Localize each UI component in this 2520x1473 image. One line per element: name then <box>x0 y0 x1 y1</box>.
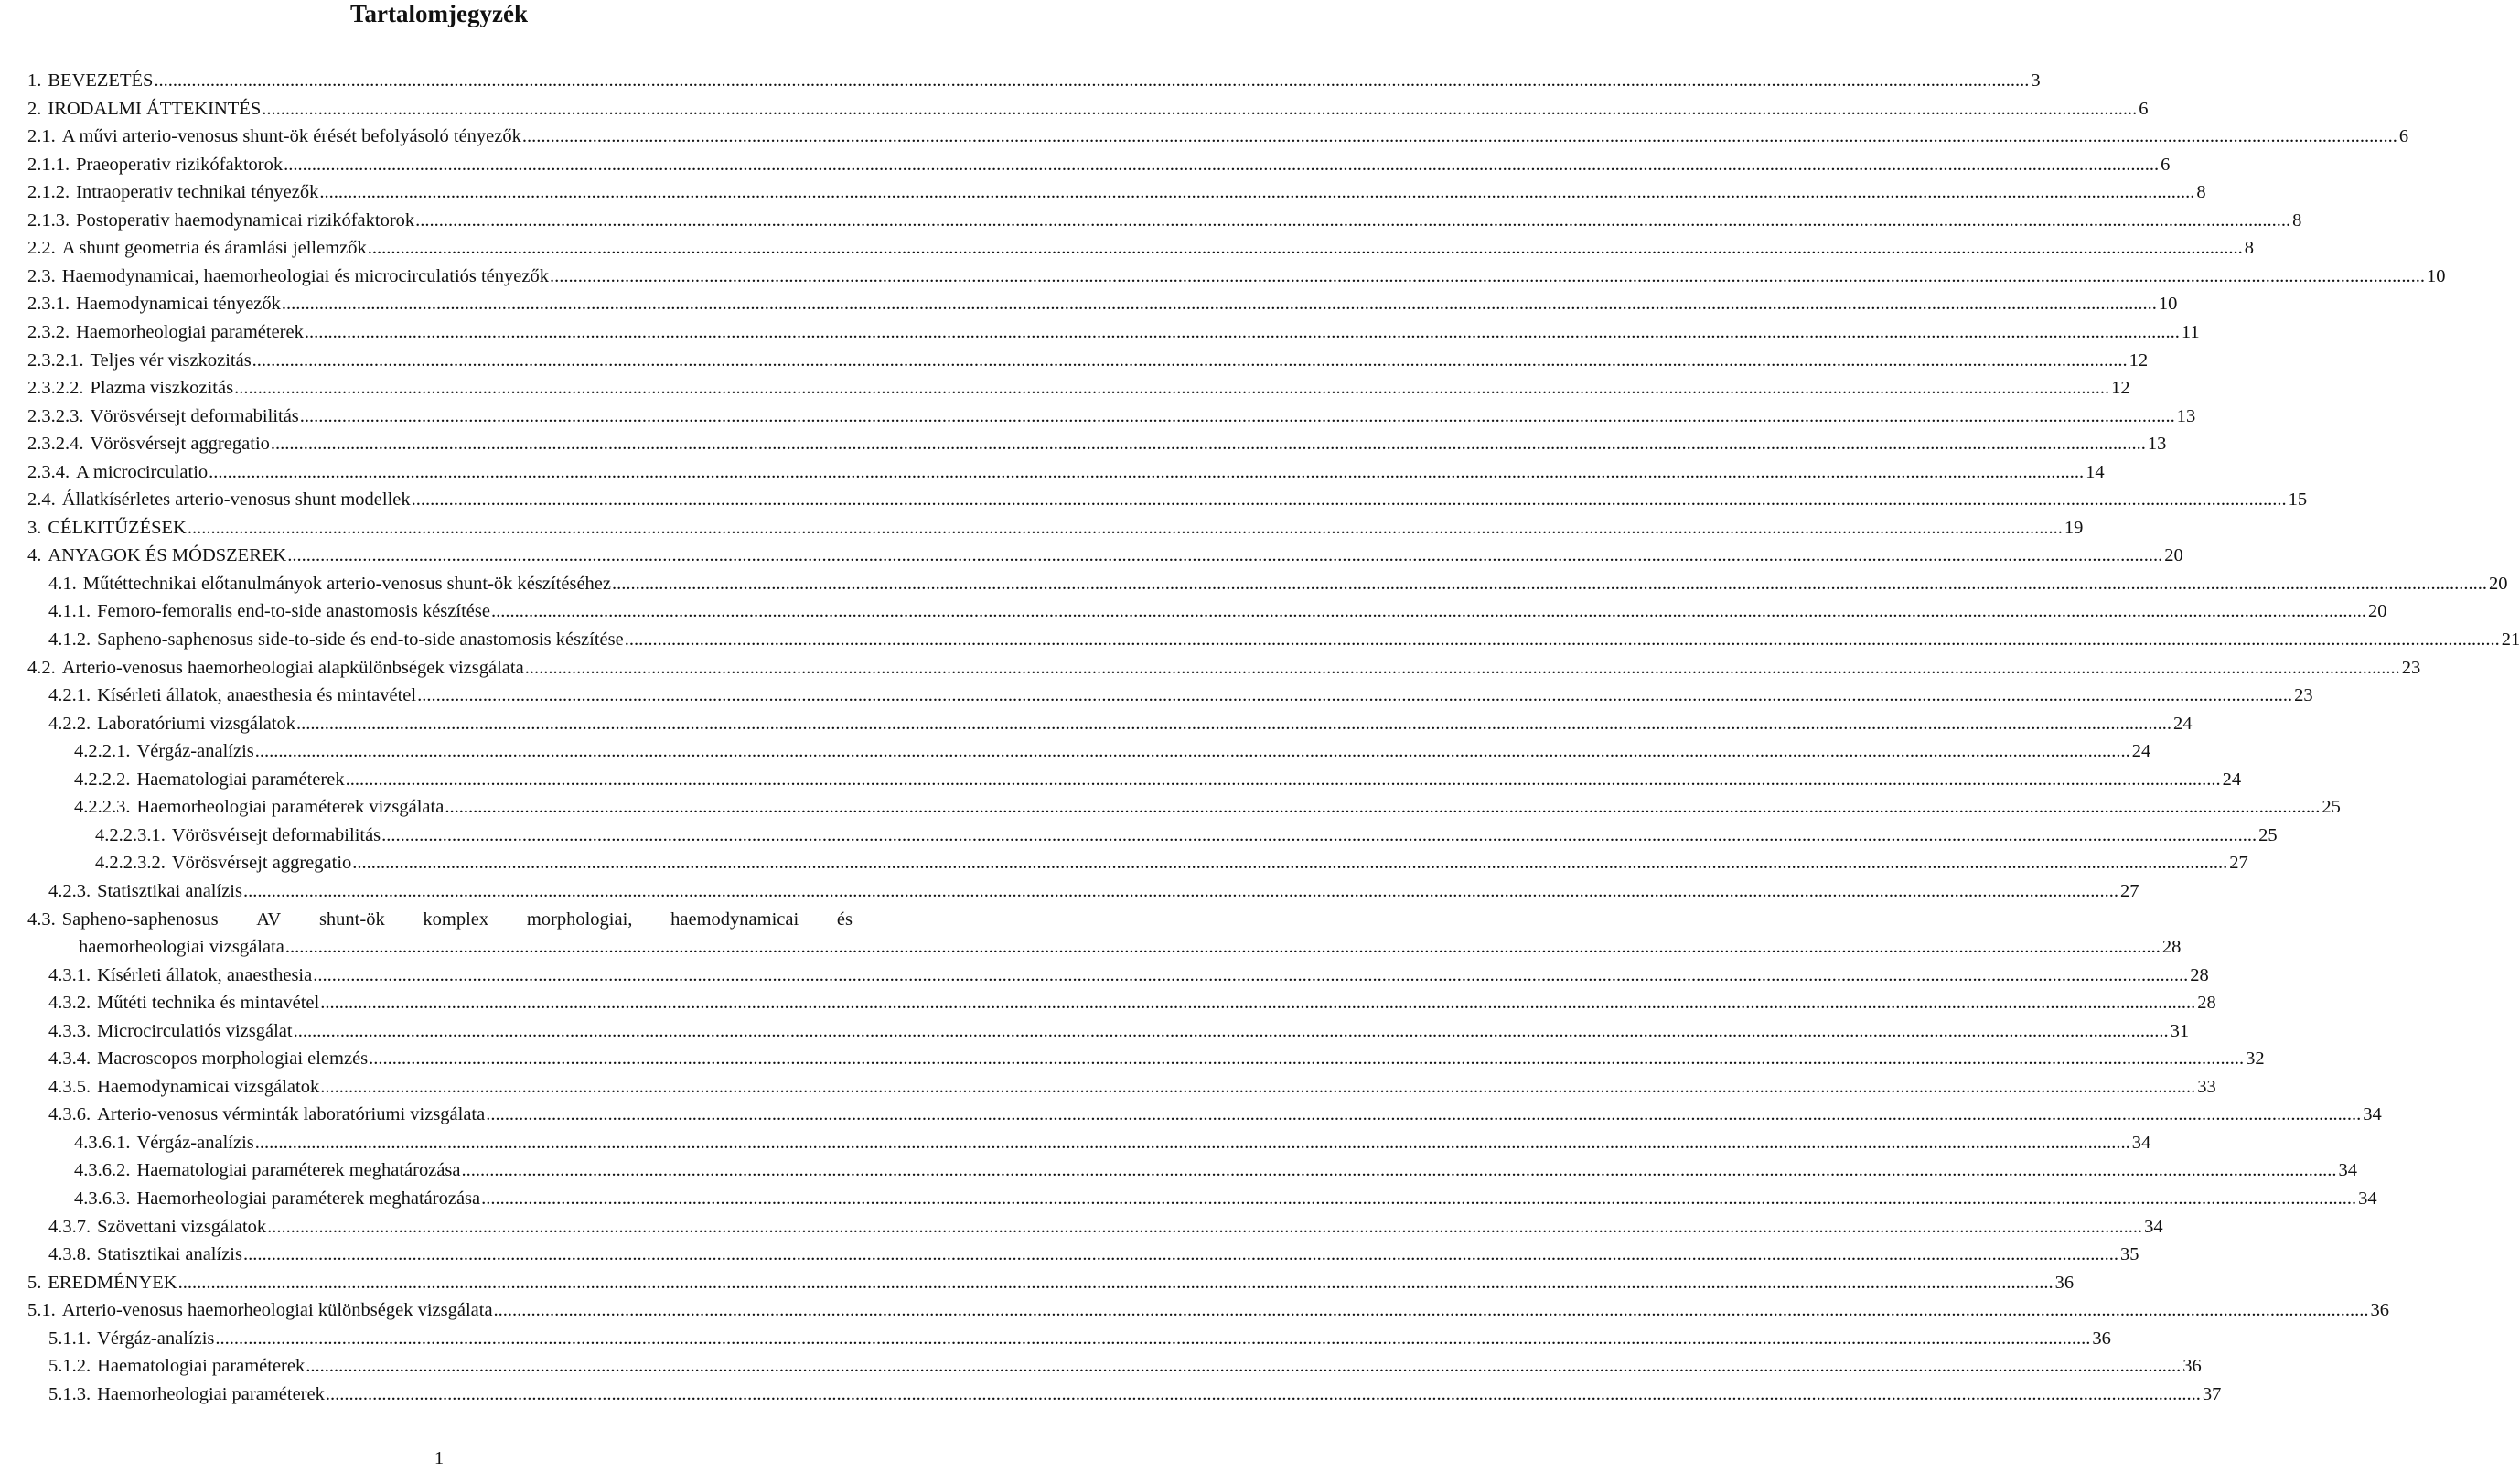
toc-entry-title: Sapheno-saphenosus side-to-side és end-to-side anastomosis készítése <box>97 629 624 650</box>
dot-leader: ................................................................................................................................................................................................................................................................................................................................................................................................................ <box>306 1356 2182 1377</box>
toc-entry[interactable] <box>48 992 2216 1014</box>
toc-entry[interactable] <box>74 1132 2151 1154</box>
toc-entry[interactable] <box>48 629 2520 650</box>
toc-entry-page: 34 <box>2131 1132 2151 1153</box>
toc-entry-page: 8 <box>2196 182 2206 203</box>
toc-entry-number: 4.3.3. <box>48 1020 91 1041</box>
toc-entry-page: 33 <box>2197 1076 2216 1097</box>
toc-entry-number: 2.3.2.1. <box>27 349 84 371</box>
toc-entry-number: 4.3.6.2. <box>74 1160 131 1181</box>
toc-entry-page: 23 <box>2294 685 2313 706</box>
toc-entry[interactable] <box>27 98 2149 120</box>
toc-entry-page: 36 <box>2370 1300 2390 1321</box>
dot-leader: ................................................................................................................................................................................................................................................................................................................................................................................................................ <box>481 1188 2357 1209</box>
toc-entry-number: 4.3.6. <box>48 1104 91 1125</box>
toc-entry-title: Vérgáz-analízis <box>136 741 254 762</box>
toc-entry[interactable] <box>74 769 2242 790</box>
toc-entry[interactable] <box>48 964 2209 986</box>
dot-leader: ................................................................................................................................................................................................................................................................................................................................................................................................................ <box>262 98 2138 119</box>
toc-entry-number: 5.1.2. <box>48 1356 91 1377</box>
toc-entry[interactable] <box>79 936 2182 958</box>
dot-leader: ................................................................................................................................................................................................................................................................................................................................................................................................................ <box>417 685 2293 706</box>
toc-entry-page: 12 <box>2129 349 2149 371</box>
toc-entry-number: 5.1.3. <box>48 1383 91 1404</box>
toc-entry[interactable] <box>48 1383 2222 1405</box>
toc-entry-number: 2. <box>27 98 42 119</box>
toc-entry-page: 20 <box>2367 601 2387 622</box>
toc-entry-title: Praeoperativ rizikófaktorok <box>76 154 284 175</box>
dot-leader: ................................................................................................................................................................................................................................................................................................................................................................................................................ <box>319 182 2195 203</box>
dot-leader: ................................................................................................................................................................................................................................................................................................................................................................................................................ <box>154 70 2030 91</box>
toc-entry-page: 34 <box>2363 1104 2382 1125</box>
toc-entry-title: Arterio-venosus haemorheologiai különbségek vizsgálata <box>61 1300 493 1321</box>
toc-entry-title: Vérgáz-analízis <box>97 1328 215 1349</box>
dot-leader: ................................................................................................................................................................................................................................................................................................................................................................................................................ <box>381 824 2257 845</box>
toc-entry-page: 27 <box>2229 853 2248 874</box>
toc-entry[interactable] <box>48 880 2139 902</box>
toc-entry[interactable] <box>27 433 2167 455</box>
dot-leader: ................................................................................................................................................................................................................................................................................................................................................................................................................ <box>524 657 2400 678</box>
toc-entry-page: 20 <box>2489 573 2508 594</box>
toc-entry-page: 32 <box>2246 1048 2265 1070</box>
dot-leader: ................................................................................................................................................................................................................................................................................................................................................................................................................ <box>187 517 2063 538</box>
toc-entry-page: 23 <box>2401 657 2421 678</box>
toc-entry-title: haemorheologiai vizsgálata <box>79 937 284 958</box>
toc-entry[interactable] <box>27 461 2105 483</box>
toc-entry[interactable] <box>27 265 2446 287</box>
toc-entry-number: 5.1.1. <box>48 1328 91 1349</box>
toc-entry[interactable] <box>27 349 2149 371</box>
dot-leader: ................................................................................................................................................................................................................................................................................................................................................................................................................ <box>254 741 2130 762</box>
dot-leader: ................................................................................................................................................................................................................................................................................................................................................................................................................ <box>304 321 2180 342</box>
toc-entry-title: A shunt geometria és áramlási jellemzők <box>61 238 367 259</box>
toc-entry-title: Haemorheologiai paraméterek meghatározása <box>136 1188 481 1209</box>
toc-entry-number: 2.3.2.3. <box>27 405 84 426</box>
dot-leader: ................................................................................................................................................................................................................................................................................................................................................................................................................ <box>215 1328 2091 1349</box>
toc-entry-page: 11 <box>2181 321 2200 342</box>
toc-entry-number: 4.2.1. <box>48 685 91 706</box>
toc-entry-number: 2.1.1. <box>27 154 70 175</box>
toc-entry-title: Haemodynamicai, haemorheologiai és microcirculatiós tényezők <box>61 265 549 286</box>
dot-leader: ................................................................................................................................................................................................................................................................................................................................................................................................................ <box>367 238 2243 259</box>
toc-entry-title: BEVEZETÉS <box>48 70 154 91</box>
dot-leader: ................................................................................................................................................................................................................................................................................................................................................................................................................ <box>411 489 2287 511</box>
dot-leader: ................................................................................................................................................................................................................................................................................................................................................................................................................ <box>254 1132 2130 1153</box>
toc-entry[interactable] <box>48 1216 2163 1238</box>
toc-entry-number: 2.3. <box>27 265 56 286</box>
toc-entry-number: 2.4. <box>27 489 56 511</box>
toc-entry[interactable] <box>27 517 2084 539</box>
toc-entry-title: Postoperativ haemodynamicai rizikófaktorok <box>76 210 415 231</box>
toc-entry-title: Kísérleti állatok, anaesthesia és mintavétel <box>97 685 417 706</box>
dot-leader: ................................................................................................................................................................................................................................................................................................................................................................................................................ <box>490 601 2366 622</box>
dot-leader: ................................................................................................................................................................................................................................................................................................................................................................................................................ <box>234 378 2110 399</box>
toc-entry-title: Macroscopos morphologiai elemzés <box>97 1048 369 1070</box>
toc-entry-page: 10 <box>2426 265 2446 286</box>
dot-leader: ................................................................................................................................................................................................................................................................................................................................................................................................................ <box>320 1076 2196 1097</box>
toc-entry[interactable] <box>27 1299 2390 1321</box>
toc-entry-title: Statisztikai analízis <box>97 1244 242 1265</box>
toc-entry[interactable] <box>27 210 2302 231</box>
toc-entry-title: Szövettani vizsgálatok <box>97 1216 267 1237</box>
toc-entry-number: 4.2.2. <box>48 713 91 734</box>
page-title: Tartalomjegyzék <box>350 0 528 27</box>
toc-entry[interactable] <box>74 1188 2377 1210</box>
toc-entry-page: 14 <box>2086 461 2105 482</box>
toc-entry-page: 15 <box>2288 489 2308 511</box>
toc-entry-page: 36 <box>2054 1272 2075 1293</box>
dot-leader: ................................................................................................................................................................................................................................................................................................................................................................................................................ <box>345 769 2221 790</box>
toc-entry-page: 25 <box>2258 824 2278 845</box>
toc-entry[interactable] <box>27 489 2308 511</box>
toc-entry-title: A művi arterio-venosus shunt-ök érését befolyásoló tényezők <box>61 126 521 147</box>
toc-entry-page: 21 <box>2501 629 2520 650</box>
toc-entry[interactable] <box>27 657 2421 679</box>
toc-entry[interactable] <box>48 1355 2202 1377</box>
toc-entry-title: Vérgáz-analízis <box>136 1132 254 1153</box>
toc-entry-title: IRODALMI ÁTTEKINTÉS <box>48 98 262 119</box>
toc-entry-number: 4.2.2.2. <box>74 769 131 790</box>
dot-leader: ................................................................................................................................................................................................................................................................................................................................................................................................................ <box>493 1300 2369 1321</box>
toc-entry-number: 2.1.3. <box>27 210 70 231</box>
toc-entry-page: 36 <box>2182 1356 2202 1377</box>
toc-entry-number: 4.3.6.3. <box>74 1188 131 1209</box>
toc-entry-page: 31 <box>2170 1020 2190 1041</box>
toc-entry-number: 4.3.6.1. <box>74 1132 131 1153</box>
toc-entry[interactable] <box>27 544 2183 566</box>
dot-leader: ................................................................................................................................................................................................................................................................................................................................................................................................................ <box>369 1048 2245 1070</box>
toc-entry[interactable] <box>27 405 2196 427</box>
toc-entry-title: Laboratóriumi vizsgálatok <box>97 713 296 734</box>
toc-entry-title: Haematologiai paraméterek <box>136 769 345 790</box>
toc-entry-title: Vörösvérsejt aggregatio <box>171 853 352 874</box>
toc-entry-number: 4.2.2.3. <box>74 797 131 818</box>
dot-leader: ................................................................................................................................................................................................................................................................................................................................................................................................................ <box>612 573 2487 594</box>
toc-entry-page: 37 <box>2202 1383 2222 1404</box>
toc-entry[interactable] <box>27 181 2206 203</box>
toc-entry-title: ANYAGOK ÉS MÓDSZEREK <box>48 545 287 566</box>
toc-entry-title: Microcirculatiós vizsgálat <box>97 1020 293 1041</box>
dot-leader: ................................................................................................................................................................................................................................................................................................................................................................................................................ <box>296 713 2172 734</box>
toc-entry-page: 24 <box>2173 713 2193 734</box>
toc-entry-number: 4.1.1. <box>48 601 91 622</box>
toc-entry-number: 2.3.1. <box>27 294 70 315</box>
toc-entry-number: 4. <box>27 545 42 566</box>
toc-entry-page: 6 <box>2139 98 2149 119</box>
toc-entry-title: Vörösvérsejt deformabilitás <box>90 405 299 426</box>
toc-entry-page: 6 <box>2161 154 2171 175</box>
toc-entry-page: 19 <box>2064 517 2084 538</box>
toc-entry-number: 4.1.2. <box>48 629 91 650</box>
toc-entry[interactable] <box>27 125 2409 147</box>
toc-entry-title: Vörösvérsejt aggregatio <box>90 434 270 455</box>
page-number: 1 <box>434 1448 445 1468</box>
toc-entry-number: 4.3.7. <box>48 1216 91 1237</box>
dot-leader: ................................................................................................................................................................................................................................................................................................................................................................................................................ <box>270 434 2146 455</box>
dot-leader: ................................................................................................................................................................................................................................................................................................................................................................................................................ <box>445 797 2321 818</box>
toc-entry-page: 28 <box>2197 993 2216 1014</box>
toc-entry-number: 2.3.2.4. <box>27 434 84 455</box>
dot-leader: ................................................................................................................................................................................................................................................................................................................................................................................................................ <box>284 937 2161 958</box>
toc-entry-number: 4.2.2.1. <box>74 741 131 762</box>
toc-entry[interactable] <box>74 796 2341 818</box>
toc-entry-number: 4.3.8. <box>48 1244 91 1265</box>
toc-entry[interactable] <box>95 852 2248 874</box>
toc-entry[interactable] <box>27 321 2200 343</box>
dot-leader: ................................................................................................................................................................................................................................................................................................................................................................................................................ <box>209 461 2085 482</box>
dot-leader: ................................................................................................................................................................................................................................................................................................................................................................................................................ <box>242 1244 2118 1265</box>
toc-entry[interactable] <box>74 1159 2358 1181</box>
toc-entry-page: 13 <box>2147 434 2167 455</box>
toc-entry[interactable] <box>48 1243 2139 1265</box>
toc-entry[interactable] <box>48 684 2313 706</box>
toc-entry[interactable] <box>27 154 2171 176</box>
toc-entry-title: Haemorheologiai paraméterek <box>97 1383 325 1404</box>
toc-entry-number: 2.2. <box>27 238 56 259</box>
dot-leader: ................................................................................................................................................................................................................................................................................................................................................................................................................ <box>325 1383 2201 1404</box>
toc-entry-page: 13 <box>2176 405 2196 426</box>
toc-entry-page: 10 <box>2158 294 2178 315</box>
toc-entry-title-line: Sapheno-saphenosus AV shunt-ök komplex morphologiai, haemodynamicai és <box>61 909 853 930</box>
toc-entry[interactable] <box>48 1103 2382 1125</box>
toc-entry-number: 4.2.2.3.2. <box>95 853 166 874</box>
toc-entry-title: Haemorheologiai paraméterek vizsgálata <box>136 797 445 818</box>
toc-entry[interactable] <box>48 1328 2111 1349</box>
toc-entry-number: 5. <box>27 1272 42 1293</box>
dot-leader: ................................................................................................................................................................................................................................................................................................................................................................................................................ <box>486 1104 2362 1125</box>
toc-entry-number: 4.3. <box>27 909 56 930</box>
toc-entry-title: CÉLKITŰZÉSEK <box>48 517 187 538</box>
toc-entry-title: EREDMÉNYEK <box>48 1272 177 1293</box>
toc-entry-page: 6 <box>2398 126 2409 147</box>
toc-entry-title: Intraoperativ technikai tényezők <box>76 182 319 203</box>
toc-entry-number: 4.3.5. <box>48 1076 91 1097</box>
dot-leader: ................................................................................................................................................................................................................................................................................................................................................................................................................ <box>287 545 2163 566</box>
toc-entry-page: 8 <box>2292 210 2302 231</box>
toc-entry-number: 4.3.4. <box>48 1048 91 1070</box>
toc-entry[interactable] <box>48 1020 2190 1042</box>
toc-entry-title: Kísérleti állatok, anaesthesia <box>97 964 313 985</box>
dot-leader: ................................................................................................................................................................................................................................................................................................................................................................................................................ <box>549 265 2425 286</box>
toc-entry[interactable] <box>27 1272 2075 1294</box>
dot-leader: ................................................................................................................................................................................................................................................................................................................................................................................................................ <box>415 210 2291 231</box>
dot-leader: ................................................................................................................................................................................................................................................................................................................................................................................................................ <box>284 154 2160 175</box>
toc-entry-page: 28 <box>2190 964 2209 985</box>
toc-entry-number: 5.1. <box>27 1300 56 1321</box>
dot-leader: ................................................................................................................................................................................................................................................................................................................................................................................................................ <box>461 1160 2337 1181</box>
toc-entry-title: Haemorheologiai paraméterek <box>76 321 304 342</box>
dot-leader: ................................................................................................................................................................................................................................................................................................................................................................................................................ <box>352 853 2228 874</box>
toc-entry-title: A microcirculatio <box>76 461 209 482</box>
toc-entry-title: Vörösvérsejt deformabilitás <box>171 824 381 845</box>
dot-leader: ................................................................................................................................................................................................................................................................................................................................................................................................................ <box>252 349 2128 371</box>
toc-entry-title: Plazma viszkozitás <box>90 378 234 399</box>
toc-entry-page: 8 <box>2244 238 2255 259</box>
toc-entry-number: 4.2.3. <box>48 880 91 901</box>
toc-entry-number: 4.2.2.3.1. <box>95 824 166 845</box>
toc-entry-number: 2.3.2.2. <box>27 378 84 399</box>
toc-entry-page: 25 <box>2322 797 2341 818</box>
dot-leader: ................................................................................................................................................................................................................................................................................................................................................................................................................ <box>299 405 2175 426</box>
toc-entry-number: 3. <box>27 517 42 538</box>
toc-entry-title: Statisztikai analízis <box>97 880 242 901</box>
toc-entry-title: Teljes vér viszkozitás <box>90 349 252 371</box>
toc-entry-number: 2.3.2. <box>27 321 70 342</box>
toc-entry-number: 1. <box>27 70 42 91</box>
toc-entry-page: 3 <box>2031 70 2041 91</box>
toc-entry-title: Arterio-venosus haemorheologiai alapkülönbségek vizsgálata <box>61 657 524 678</box>
toc-entry-number: 4.1. <box>48 573 77 594</box>
toc-entry-title: Femoro-femoralis end-to-side anastomosis készítése <box>97 601 490 622</box>
toc-entry[interactable] <box>27 293 2178 315</box>
toc-entry-page: 28 <box>2161 937 2182 958</box>
toc-entry-page: 34 <box>2144 1216 2163 1237</box>
toc-entry[interactable] <box>27 909 853 930</box>
toc-entry-title: Haemodynamicai vizsgálatok <box>97 1076 320 1097</box>
toc-entry[interactable] <box>48 1076 2216 1098</box>
toc-entry-page: 24 <box>2131 741 2151 762</box>
toc-entry-page: 24 <box>2222 769 2242 790</box>
toc-entry[interactable] <box>95 824 2278 846</box>
toc-entry-page: 12 <box>2111 378 2130 399</box>
toc-entry-page: 34 <box>2358 1188 2377 1209</box>
toc-entry-title: Haematologiai paraméterek <box>97 1356 306 1377</box>
toc-entry-number: 4.3.2. <box>48 993 91 1014</box>
toc-entry[interactable] <box>48 713 2193 735</box>
toc-entry[interactable] <box>48 573 2508 595</box>
dot-leader: ................................................................................................................................................................................................................................................................................................................................................................................................................ <box>281 294 2157 315</box>
toc-entry[interactable] <box>27 70 2041 91</box>
toc-entry-number: 4.2. <box>27 657 56 678</box>
dot-leader: ................................................................................................................................................................................................................................................................................................................................................................................................................ <box>177 1272 2054 1293</box>
toc-entry[interactable] <box>74 740 2151 762</box>
dot-leader: ................................................................................................................................................................................................................................................................................................................................................................................................................ <box>267 1216 2143 1237</box>
toc-entry[interactable] <box>48 1048 2265 1070</box>
toc-entry[interactable] <box>27 237 2255 259</box>
dot-leader: ................................................................................................................................................................................................................................................................................................................................................................................................................ <box>521 126 2397 147</box>
dot-leader: ................................................................................................................................................................................................................................................................................................................................................................................................................ <box>242 880 2118 901</box>
toc-entry-title: Állatkísérletes arterio-venosus shunt modellek <box>61 489 411 511</box>
toc-entry-page: 36 <box>2092 1328 2111 1349</box>
toc-entry-number: 2.1.2. <box>27 182 70 203</box>
toc-entry-title: Műtéttechnikai előtanulmányok arterio-venosus shunt-ök készítéséhez <box>82 573 611 594</box>
toc-entry[interactable] <box>48 600 2387 622</box>
toc-entry-title: Haematologiai paraméterek meghatározása <box>136 1160 461 1181</box>
dot-leader: ................................................................................................................................................................................................................................................................................................................................................................................................................ <box>313 964 2189 985</box>
toc-entry-number: 4.3.1. <box>48 964 91 985</box>
toc-entry-page: 27 <box>2119 880 2139 901</box>
toc-entry-number: 2.3.4. <box>27 461 70 482</box>
toc-entry-page: 20 <box>2164 545 2183 566</box>
toc-entry-page: 35 <box>2119 1244 2139 1265</box>
toc-entry-title: Arterio-venosus vérminták laboratóriumi vizsgálata <box>97 1104 486 1125</box>
toc-entry-page: 34 <box>2338 1160 2358 1181</box>
dot-leader: ................................................................................................................................................................................................................................................................................................................................................................................................................ <box>320 993 2196 1014</box>
toc-entry-number: 2.1. <box>27 126 56 147</box>
toc-entry-title: Műtéti technika és mintavétel <box>97 993 320 1014</box>
toc-entry[interactable] <box>27 377 2130 399</box>
dot-leader: ................................................................................................................................................................................................................................................................................................................................................................................................................ <box>624 629 2500 650</box>
toc-entry-title: Haemodynamicai tényezők <box>76 294 281 315</box>
dot-leader: ................................................................................................................................................................................................................................................................................................................................................................................................................ <box>293 1020 2169 1041</box>
